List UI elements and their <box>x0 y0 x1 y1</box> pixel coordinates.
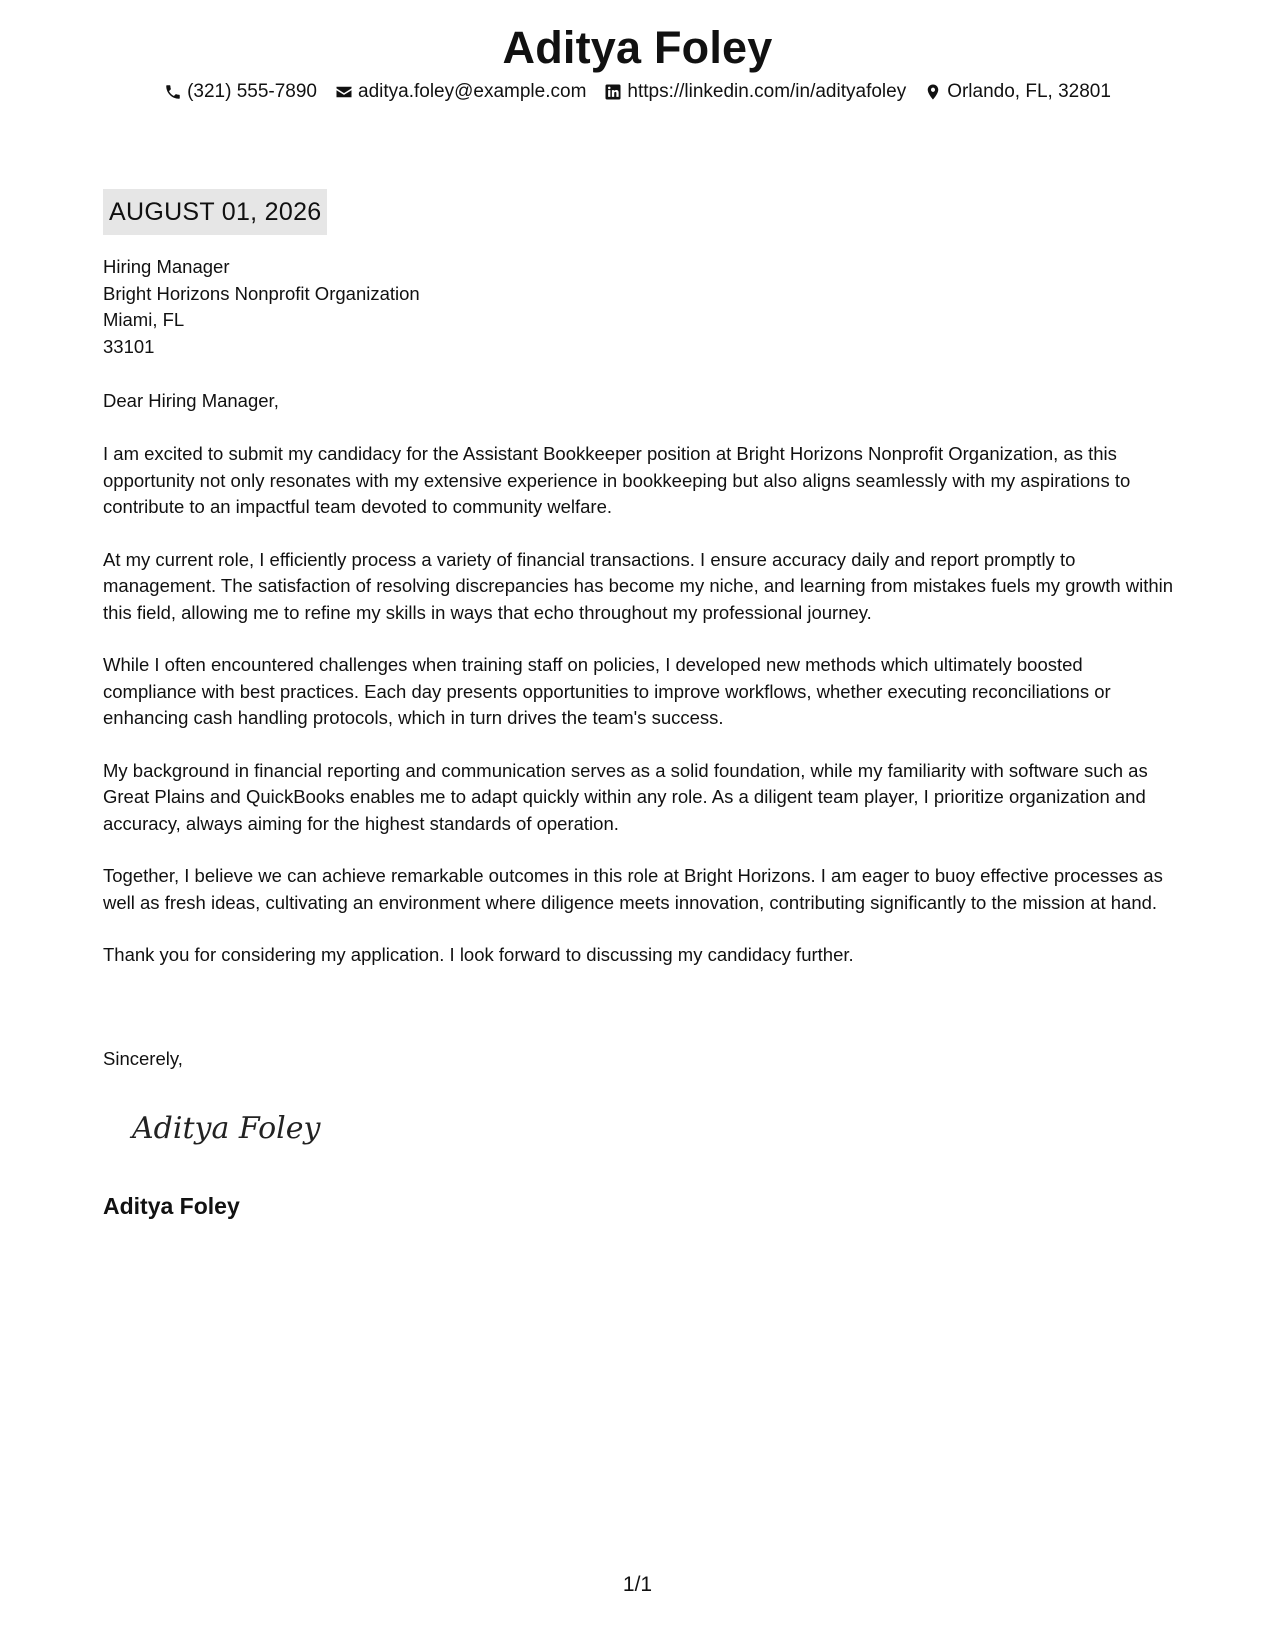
body-paragraph: Together, I believe we can achieve remarkable outcomes in this role at Bright Horizons. I am eager to buoy effective processes as well as fresh ideas, cultivating an environment where diligence meets innovation, contributing significantly to the mission at hand. <box>103 865 1163 913</box>
salutation: Dear Hiring Manager, <box>103 390 279 411</box>
location-text: Orlando, FL, 32801 <box>947 81 1111 102</box>
signature-text: Aditya Foley <box>132 1111 321 1146</box>
phone-icon <box>164 83 182 101</box>
handwritten-signature <box>128 1100 338 1152</box>
contact-bar <box>0 78 1275 106</box>
recipient-block <box>103 254 1178 360</box>
map-pin-icon <box>924 83 942 101</box>
contact-email <box>335 78 586 106</box>
linkedin-icon <box>604 83 622 101</box>
body-paragraph: At my current role, I efficiently process a variety of financial transactions. I ensure accuracy daily and report promptly to management. The satisfaction of resolving discrepancies has become my niche, and learning from mistakes fuels my growth within this field, allowing me to refine my skills in ways that echo throughout my professional journey. <box>103 548 1174 623</box>
body-paragraph: My background in financial reporting and communication serves as a solid foundation, while my familiarity with software such as Great Plains and QuickBooks enables me to adapt quickly within any role. As a diligent team player, I prioritize organization and accuracy, always aiming for the highest standards of operation. <box>103 759 1148 834</box>
envelope-icon <box>335 83 353 101</box>
phone-text: (321) 555-7890 <box>187 81 317 102</box>
body-paragraph: I am excited to submit my candidacy for the Assistant Bookkeeper position at Bright Horizons Nonprofit Organization, as this opportunity not only resonates with my extensive experience in bookkeeping but also aligns seamlessly with my aspirations to contribute to an impactful team devoted to community welfare. <box>103 443 1131 517</box>
contact-location <box>924 78 1111 106</box>
body-paragraph: Thank you for considering my application. I look forward to discussing my candidacy further. <box>103 944 854 965</box>
page-number: 1/1 <box>622 1573 653 1596</box>
contact-phone <box>164 78 317 106</box>
closing: Sincerely, <box>103 1048 183 1069</box>
recipient-city-state: Miami, FL <box>103 309 185 330</box>
linkedin-text: https://linkedin.com/in/adityafoley <box>627 81 907 102</box>
letter-date: AUGUST 01, 2026 <box>103 189 327 235</box>
applicant-name: Aditya Foley <box>502 22 773 73</box>
recipient-zip: 33101 <box>103 335 155 357</box>
recipient-title: Hiring Manager <box>103 256 230 277</box>
recipient-organization: Bright Horizons Nonprofit Organization <box>103 282 420 304</box>
signer-name: Aditya Foley <box>103 1193 240 1219</box>
email-text: aditya.foley@example.com <box>358 81 587 102</box>
letter-body <box>103 441 1178 995</box>
contact-linkedin <box>604 78 906 106</box>
body-paragraph: While I often encountered challenges when training staff on policies, I developed new methods which ultimately boosted compliance with best practices. Each day presents opportunities to improve workflows, whether executing reconciliations or enhancing cash handling protocols, which in turn drives the team's success. <box>103 654 1111 728</box>
